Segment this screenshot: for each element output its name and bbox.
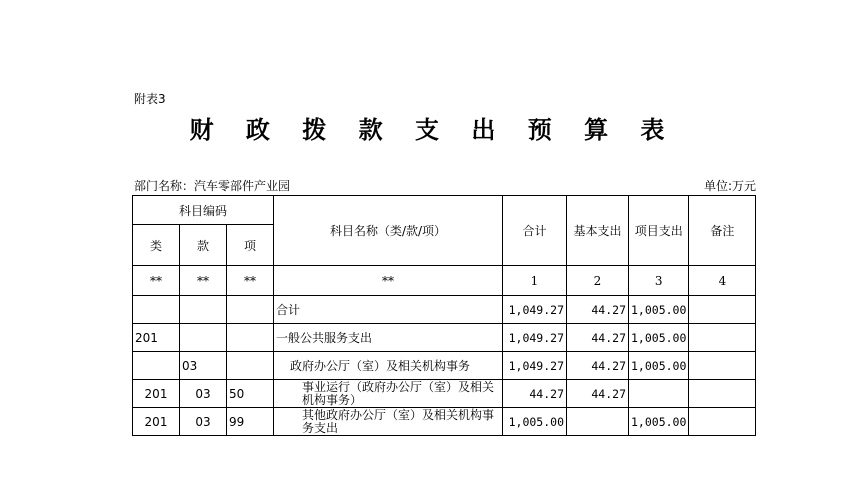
cell-lei: 201 bbox=[133, 408, 180, 436]
cell-remark bbox=[689, 296, 756, 324]
cell-name: 政府办公厅（室）及相关机构事务 bbox=[274, 352, 503, 380]
budget-table bbox=[132, 195, 756, 436]
header-kuan: 款 bbox=[180, 225, 227, 266]
cell-lei: 201 bbox=[133, 324, 180, 352]
cell-total: 1,049.27 bbox=[503, 324, 567, 352]
header-xiang: 项 bbox=[227, 225, 274, 266]
cell-xiang bbox=[227, 352, 274, 380]
cell-xiang: 50 bbox=[227, 380, 274, 408]
cell-project bbox=[629, 380, 689, 408]
annex-label: 附表3 bbox=[134, 92, 166, 106]
cell-project: 1,005.00 bbox=[629, 352, 689, 380]
cell-basic: 44.27 bbox=[567, 324, 629, 352]
header-project: 项目支出 bbox=[629, 196, 689, 266]
cell-project: 1,005.00 bbox=[629, 408, 689, 436]
index-cell: ** bbox=[227, 266, 274, 296]
cell-kuan: 03 bbox=[180, 408, 227, 436]
cell-xiang: 99 bbox=[227, 408, 274, 436]
cell-lei bbox=[133, 296, 180, 324]
cell-remark bbox=[689, 352, 756, 380]
table-row bbox=[133, 380, 756, 408]
header-lei: 类 bbox=[133, 225, 180, 266]
table-row bbox=[133, 408, 756, 436]
index-cell: 1 bbox=[503, 266, 567, 296]
cell-lei bbox=[133, 352, 180, 380]
cell-basic: 44.27 bbox=[567, 352, 629, 380]
cell-project: 1,005.00 bbox=[629, 324, 689, 352]
cell-kuan: 03 bbox=[180, 380, 227, 408]
cell-total: 1,005.00 bbox=[503, 408, 567, 436]
cell-name: 一般公共服务支出 bbox=[274, 324, 503, 352]
cell-kuan bbox=[180, 324, 227, 352]
index-cell: 4 bbox=[689, 266, 756, 296]
cell-remark bbox=[689, 324, 756, 352]
cell-lei: 201 bbox=[133, 380, 180, 408]
header-total: 合计 bbox=[503, 196, 567, 266]
cell-name: 合计 bbox=[274, 296, 503, 324]
cell-total: 1,049.27 bbox=[503, 352, 567, 380]
header-subject-name: 科目名称（类/款/项） bbox=[274, 196, 503, 266]
table-row bbox=[133, 324, 756, 352]
cell-basic: 44.27 bbox=[567, 380, 629, 408]
unit-label: 单位:万元 bbox=[703, 179, 756, 193]
header-remark: 备注 bbox=[689, 196, 756, 266]
cell-kuan: 03 bbox=[180, 352, 227, 380]
cell-total: 44.27 bbox=[503, 380, 567, 408]
index-cell: ** bbox=[133, 266, 180, 296]
header-code-group: 科目编码 bbox=[133, 196, 274, 225]
index-cell: ** bbox=[274, 266, 503, 296]
cell-project: 1,005.00 bbox=[629, 296, 689, 324]
table-row bbox=[133, 296, 756, 324]
header-basic: 基本支出 bbox=[567, 196, 629, 266]
cell-remark bbox=[689, 380, 756, 408]
department-name: 部门名称：汽车零部件产业园 bbox=[134, 179, 291, 193]
cell-xiang bbox=[227, 296, 274, 324]
page-title: 财 政 拨 款 支 出 预 算 表 bbox=[189, 115, 677, 144]
index-cell: 3 bbox=[629, 266, 689, 296]
index-cell: ** bbox=[180, 266, 227, 296]
cell-total: 1,049.27 bbox=[503, 296, 567, 324]
cell-remark bbox=[689, 408, 756, 436]
cell-basic bbox=[567, 408, 629, 436]
index-row bbox=[133, 266, 756, 296]
index-cell: 2 bbox=[567, 266, 629, 296]
cell-name: 其他政府办公厅（室）及相关机构事务支出 bbox=[274, 408, 503, 436]
cell-kuan bbox=[180, 296, 227, 324]
table-row bbox=[133, 352, 756, 380]
cell-xiang bbox=[227, 324, 274, 352]
cell-name: 事业运行（政府办公厅（室）及相关机构事务） bbox=[274, 380, 503, 408]
cell-basic: 44.27 bbox=[567, 296, 629, 324]
